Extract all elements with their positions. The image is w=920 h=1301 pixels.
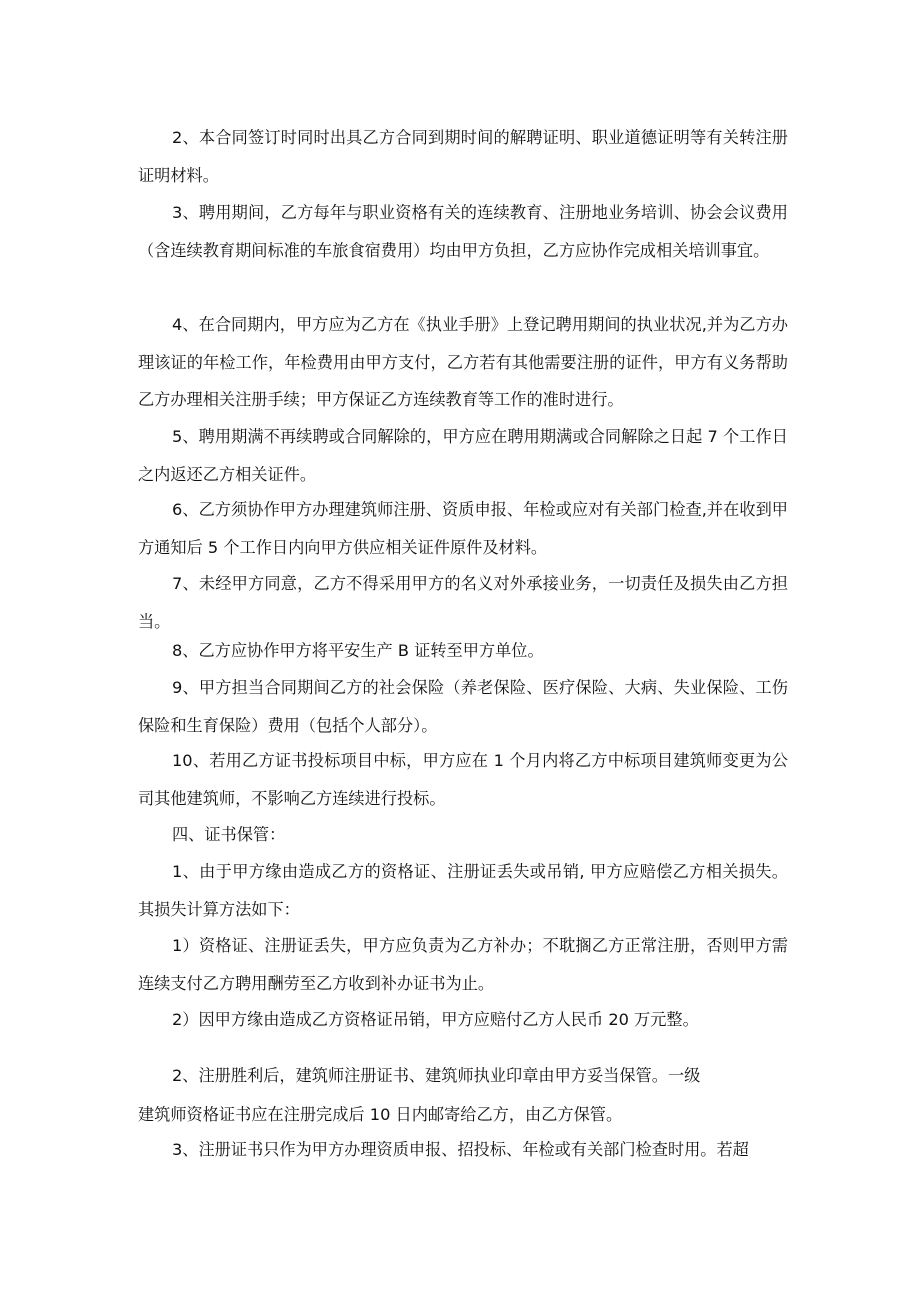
paragraph-9-social-insurance: 9、甲方担当合同期间乙方的社会保险（养老保险、医疗保险、大病、失业保险、工伤保险和生育保险）费用（包括个人部分）。 <box>138 678 788 735</box>
paragraph-certificate-custody: 2、注册胜利后，建筑师注册证书、建筑师执业印章由甲方妥当保管。一级 <box>172 1066 701 1085</box>
paragraph-7-business-restriction: 7、未经甲方同意，乙方不得采用甲方的名义对外承接业务，一切责任及损失由乙方担当。 <box>138 574 788 631</box>
paragraph-certificate-loss: 1、由于甲方缘由造成乙方的资格证、注册证丢失或吊销, 甲方应赔偿乙方相关损失。其损失计算方法如下： <box>138 862 788 919</box>
paragraph-certificate-usage: 3、注册证书只作为甲方办理资质申报、招投标、年检或有关部门检查时用。若超 <box>172 1140 749 1159</box>
paragraph-3-training-costs: 3、聘用期间，乙方每年与职业资格有关的连续教育、注册地业务培训、协会会议费用（含连续教育期间标准的车旅食宿费用）均由甲方负担，乙方应协作完成相关培训事宜。 <box>138 203 788 260</box>
paragraph-8-safety-certificate: 8、乙方应协作甲方将平安生产 B 证转至甲方单位。 <box>172 641 544 660</box>
section-4-heading: 四、证书保管： <box>172 825 286 844</box>
paragraph-6-registration-cooperation: 6、乙方须协作甲方办理建筑师注册、资质申报、年检或应对有关部门检查,并在收到甲方通知后 5 个工作日内向甲方供应相关证件原件及材料。 <box>138 500 788 557</box>
paragraph-loss-item-2: 2）因甲方缘由造成乙方资格证吊销，甲方应赔付乙方人民币 20 万元整。 <box>172 1010 699 1029</box>
paragraph-2-certificates: 2、本合同签订时同时出具乙方合同到期时间的解聘证明、职业道德证明等有关转注册证明材料。 <box>138 128 788 185</box>
paragraph-5-return-certificates: 5、聘用期满不再续聘或合同解除的，甲方应在聘用期满或合同解除之日起 7 个工作日之内返还乙方相关证件。 <box>138 427 788 484</box>
paragraph-loss-item-1: 1）资格证、注册证丢失，甲方应负责为乙方补办；不耽搁乙方正常注册，否则甲方需连续支付乙方聘用酬劳至乙方收到补办证书为止。 <box>138 936 788 993</box>
paragraph-certificate-custody-continued: 建筑师资格证书应在注册完成后 10 日内邮寄给乙方，由乙方保管。 <box>138 1105 623 1124</box>
paragraph-10-tender-change: 10、若用乙方证书投标项目中标，甲方应在 1 个月内将乙方中标项目建筑师变更为公司其他建筑师，不影响乙方连续进行投标。 <box>138 751 788 808</box>
paragraph-4-practice-handbook: 4、在合同期内，甲方应为乙方在《执业手册》上登记聘用期间的执业状况,并为乙方办理该证的年检工作，年检费用由甲方支付，乙方若有其他需要注册的证件，甲方有义务帮助乙方办理相关注册手续；甲方保证乙方连续教育等工作的准时进行。 <box>138 315 788 409</box>
